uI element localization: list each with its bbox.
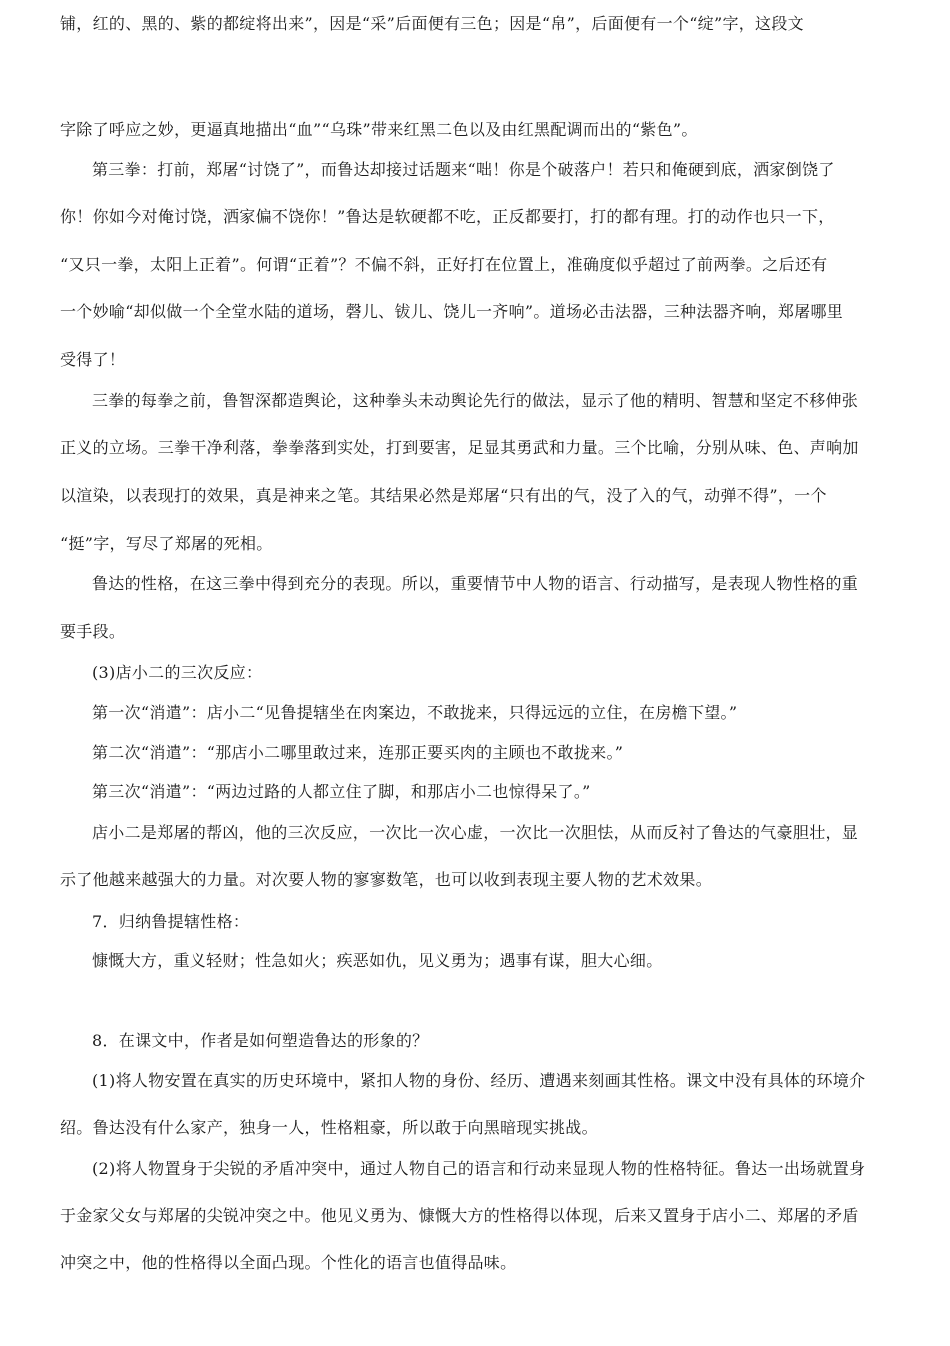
text-line: 铺，红的、黑的、紫的都绽将出来”，因是“采”后面便有三色；因是“帛”，后面便有一个“绽”字，这段文 bbox=[60, 14, 804, 33]
text-line: (3)店小二的三次反应： bbox=[92, 663, 263, 682]
text-line: 你！你如今对俺讨饶，洒家偏不饶你！”鲁达是软硬都不吃，正反都要打，打的都有理。打的动作也只一下， bbox=[60, 207, 835, 226]
text-line: 示了他越来越强大的力量。对次要人物的寥寥数笔，也可以收到表现主要人物的艺术效果。 bbox=[60, 870, 713, 889]
text-line: 以渲染，以表现打的效果，真是神来之笔。其结果必然是郑屠“只有出的气，没了入的气，动弹不得”，一个 bbox=[60, 486, 827, 505]
section-heading: 8．在课文中，作者是如何塑造鲁达的形象的？ bbox=[92, 1031, 429, 1050]
text-line: 第三拳：打前，郑屠“讨饶了”，而鲁达却接过话题来“咄！你是个破落户！若只和俺硬到底，洒家倒饶了 bbox=[92, 160, 835, 179]
text-line: 三拳的每拳之前，鲁智深都造舆论，这种拳头未动舆论先行的做法，显示了他的精明、智慧和坚定不移伸张 bbox=[92, 391, 859, 410]
text-line: (2)将人物置身于尖锐的矛盾冲突中，通过人物自己的语言和行动来显现人物的性格特征。鲁达一出场就置身 bbox=[92, 1159, 866, 1178]
text-line: 慷慨大方，重义轻财；性急如火；疾恶如仇，见义勇为；遇事有谋，胆大心细。 bbox=[92, 951, 663, 970]
text-line: 第三次“消遣”：“两边过路的人都立住了脚，和那店小二也惊得呆了。” bbox=[92, 782, 591, 801]
text-line: 冲突之中，他的性格得以全面凸现。个性化的语言也值得品味。 bbox=[60, 1253, 517, 1272]
text-line: (1)将人物安置在真实的历史环境中，紧扣人物的身份、经历、遭遇来刻画其性格。课文中没有具体的环境介 bbox=[92, 1071, 866, 1090]
text-line: “挺”字，写尽了郑屠的死相。 bbox=[60, 534, 273, 553]
text-line: 店小二是郑屠的帮凶，他的三次反应，一次比一次心虚，一次比一次胆怯，从而反衬了鲁达的气豪胆壮，显 bbox=[92, 823, 859, 842]
text-line: 一个妙喻“却似做一个全堂水陆的道场，磬儿、钹儿、饶儿一齐响”。道场必击法器，三种法器齐响，郑屠哪里 bbox=[60, 302, 844, 321]
text-line: 鲁达的性格，在这三拳中得到充分的表现。所以，重要情节中人物的语言、行动描写，是表现人物性格的重 bbox=[92, 574, 859, 593]
text-line: “又只一拳，太阳上正着”。何谓“正着”？不偏不斜，正好打在位置上，准确度似乎超过了前两拳。之后还有 bbox=[60, 255, 828, 274]
text-line: 第二次“消遣”：“那店小二哪里敢过来，连那正要买肉的主顾也不敢拢来。” bbox=[92, 743, 624, 762]
text-line: 字除了呼应之妙，更逼真地描出“血”“乌珠”带来红黑二色以及由红黑配调而出的“紫色”。 bbox=[60, 120, 698, 139]
text-line: 绍。鲁达没有什么家产，独身一人，性格粗豪，所以敢于向黑暗现实挑战。 bbox=[60, 1118, 598, 1137]
text-line: 第一次“消遣”：店小二“见鲁提辖坐在肉案边，不敢拢来，只得远远的立住，在房檐下望。” bbox=[92, 703, 738, 722]
section-heading: 7．归纳鲁提辖性格： bbox=[92, 912, 250, 931]
text-line: 正义的立场。三拳干净利落，拳拳落到实处，打到要害，足显其勇武和力量。三个比喻，分别从味、色、声响加 bbox=[60, 438, 859, 457]
text-line: 要手段。 bbox=[60, 622, 126, 641]
text-line: 受得了！ bbox=[60, 350, 126, 369]
text-line: 于金家父女与郑屠的尖锐冲突之中。他见义勇为、慷慨大方的性格得以体现，后来又置身于店小二、郑屠的矛盾 bbox=[60, 1206, 859, 1225]
